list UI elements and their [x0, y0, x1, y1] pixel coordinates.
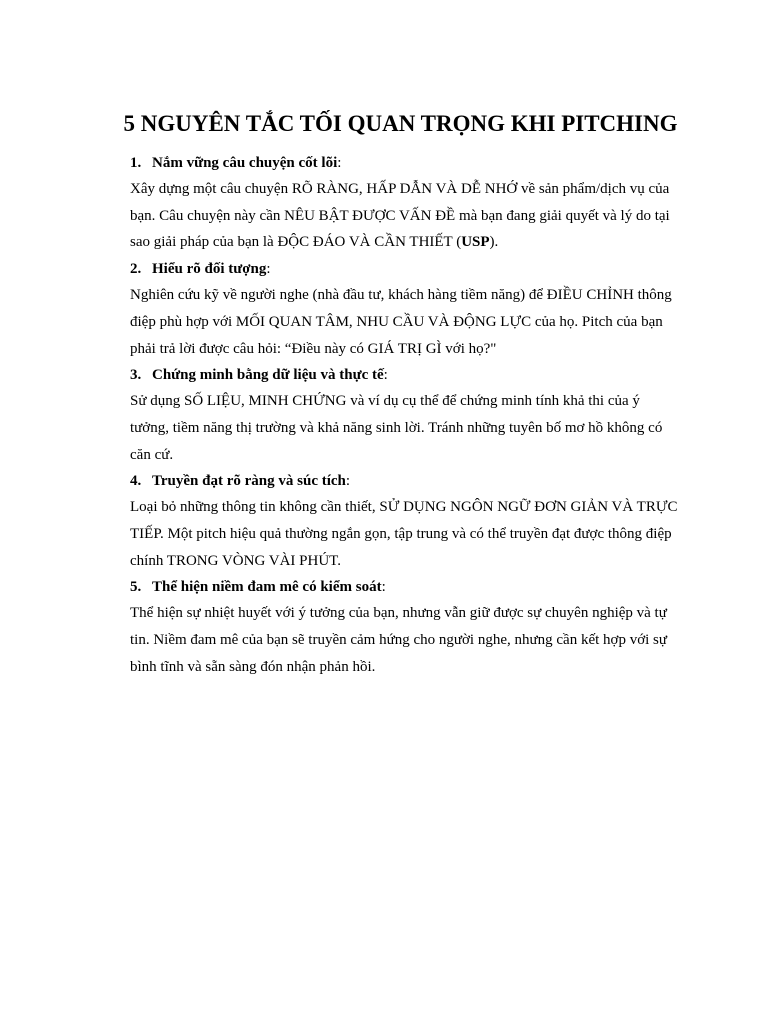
principle-heading — [130, 150, 680, 176]
principle-item-1 — [130, 150, 680, 256]
principle-heading — [130, 362, 680, 388]
principle-title: Chứng minh bằng dữ liệu và thực tế — [152, 367, 384, 384]
principle-heading — [130, 256, 680, 282]
principle-body: Nghiên cứu kỹ về người nghe (nhà đầu tư, khách hàng tiềm năng) để ĐIỀU CHỈNH thông điệp phù hợp với MỐI QUAN TÂM, NHU CẦU VÀ ĐỘNG LỰC của họ. Pitch của bạn phải trả lời được câu hỏi: “Điều này có GIÁ TRỊ GÌ với họ?" — [130, 287, 672, 357]
usp-acronym: USP — [461, 234, 490, 251]
principle-item-5 — [130, 574, 680, 680]
principle-colon: : — [383, 367, 388, 384]
principle-colon: : — [266, 261, 271, 278]
document-title: 5 NGUYÊN TẮC TỐI QUAN TRỌNG KHI PITCHING — [123, 111, 678, 136]
principle-body-end: ). — [489, 234, 499, 251]
principle-title: Truyền đạt rõ ràng và súc tích — [152, 473, 346, 490]
principle-item-2 — [130, 256, 680, 362]
principle-item-3 — [130, 362, 680, 468]
principle-colon: : — [381, 579, 386, 596]
principle-heading — [130, 468, 680, 494]
principle-body-text: Xây dựng một câu chuyện RÕ RÀNG, HẤP DẪN VÀ DỄ NHỚ về sản phẩm/dịch vụ của bạn. Câu chuyện này cần NÊU BẬT ĐƯỢC VẤN ĐỀ mà bạn đang giải quyết và lý do tại sao giải pháp của bạn là ĐỘC ĐÁO VÀ CẦN THIẾT ( — [130, 181, 670, 251]
principle-number: 5. — [130, 579, 142, 596]
principle-item-4 — [130, 468, 680, 574]
principle-body: Thể hiện sự nhiệt huyết với ý tưởng của bạn, nhưng vẫn giữ được sự chuyên nghiệp và tự tin. Niềm đam mê của bạn sẽ truyền cảm hứng cho người nghe, nhưng cần kết hợp với sự bình tĩnh và sẵn sàng đón nhận phản hồi. — [130, 605, 668, 675]
principle-title: Thể hiện niềm đam mê có kiểm soát — [152, 579, 382, 596]
principle-body: Loại bỏ những thông tin không cần thiết, SỬ DỤNG NGÔN NGỮ ĐƠN GIẢN VÀ TRỰC TIẾP. Một pitch hiệu quả thường ngắn gọn, tập trung và có thể truyền đạt được thông điệp chính TRONG VÒNG VÀI PHÚT. — [130, 499, 678, 569]
principle-colon: : — [337, 155, 342, 171]
principle-title: Nắm vững câu chuyện cốt lõi — [152, 155, 338, 171]
principle-heading — [130, 574, 680, 600]
principle-body — [130, 176, 680, 256]
principle-body: Sử dụng SỐ LIỆU, MINH CHỨNG và ví dụ cụ thể để chứng minh tính khả thi của ý tưởng, tiềm năng thị trường và khả năng sinh lời. Tránh những tuyên bố mơ hồ không có căn cứ. — [130, 393, 663, 463]
principle-number: 2. — [130, 261, 142, 278]
principle-title: Hiểu rõ đối tượng — [152, 261, 267, 278]
principle-number: 3. — [130, 367, 142, 384]
principle-number: 4. — [130, 473, 142, 490]
principle-colon: : — [345, 473, 351, 490]
principle-number: 1. — [130, 155, 142, 171]
